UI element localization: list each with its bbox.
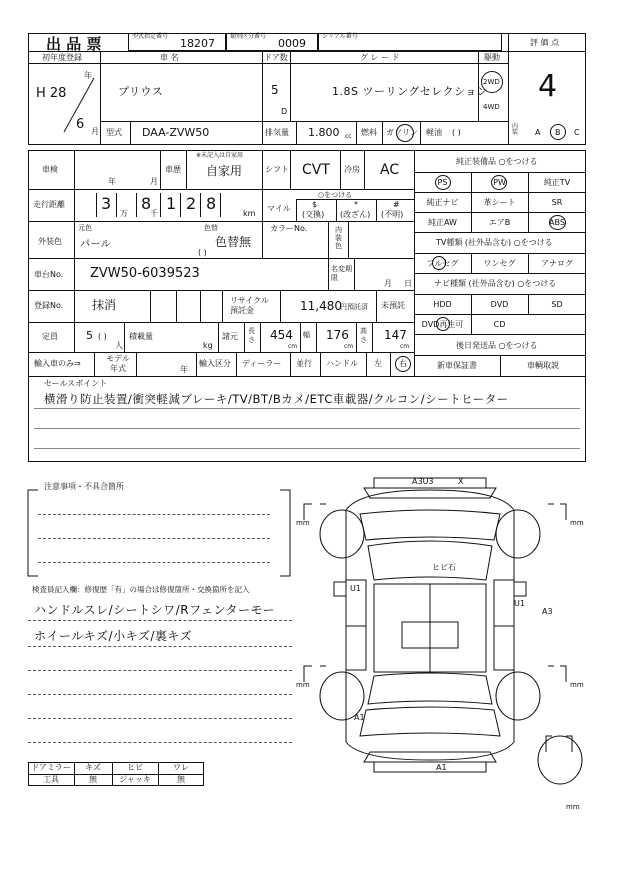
class-no-label: 類別区分番号 [230,33,267,40]
fuel-other: ( ) [452,128,461,137]
length-value: 454 [270,328,293,342]
fuel-gasoline: ガソリン [386,128,418,137]
notes-label: 注意事項・不具合箇所 [44,482,124,491]
class-no: 0009 [278,37,306,50]
vehicle-name: プリウス [118,85,164,98]
reg-label: 登録No. [34,301,64,310]
serial-label: シリアル番号 [322,33,358,40]
later-manual: 車輌取説 [527,361,559,370]
unknown-label: (不明) [381,210,404,219]
inspector-label: 検査員記入欄：修復歴「有」の場合は修復箇所・交換箇所を記入 [32,585,250,594]
car-diagram [290,470,590,810]
navi-cd: CD [493,320,506,329]
unknown-sym: # [393,200,400,209]
first-reg-label: 初年度登録 [42,53,82,62]
equip-ps-circle [435,175,451,190]
grade-label: グ レ ー ド [360,53,400,62]
mark-right-side: A3 [542,607,553,616]
model-no: 18207 [180,37,215,50]
mileage-digit-1: 3 [101,194,112,213]
inspector-line-1: ハンドルスレ/シートシワ/Rフェンターモー [34,603,276,617]
displacement-label: 排気量 [265,128,289,137]
mark-right-front: U1 [514,599,525,608]
capacity-unit: 人 [115,341,123,350]
mark-hint: ○をつける [318,191,353,199]
tire-rr-mm: mm [570,681,584,689]
mark-front-x: X [458,477,464,486]
tools-tool-label: 工具 [43,775,59,784]
navi-sd: SD [551,300,563,309]
tools-h-mirror: ドアミラー [31,763,71,772]
fuel-diesel: 軽油 [426,128,442,137]
drive-label: 駆動 [484,53,500,62]
shift-label: シフト [265,165,289,174]
mileage-sen: 千 [150,209,158,218]
inspection-label: 車検 [42,165,58,174]
equip-pw: PW [493,178,506,187]
page-title: 出 品 票 [46,35,102,53]
mileage-digit-3: 1 [166,194,177,213]
tools-jack-label: ジャッキ [119,775,151,784]
tire-fr-mm: mm [570,519,584,527]
mileage-digit-5: 8 [206,194,217,213]
original-color: パール [80,239,112,250]
tools-jack-value: 無 [177,775,185,784]
rating-label: 評 価 点 [530,38,560,47]
parallel-option: 並行 [296,359,312,368]
modified-sym: * [354,200,358,209]
drive-2wd: 2WD [483,78,500,86]
interior-grade-b: B [555,128,561,137]
interior-grade-b-circle [550,124,566,140]
interior-grade-c: C [574,128,580,137]
sales-point-label: セールスポイント [44,379,108,388]
tv-analog: アナログ [541,259,573,268]
tools-tool-value: 無 [89,775,97,784]
navi-dvd: DVD [490,300,509,309]
mileage-man: 万 [120,209,128,218]
first-reg-month-suffix: 月 [91,127,99,136]
later-warranty: 新車保証書 [437,361,477,370]
dealer-option: ディーラー [242,359,282,368]
history-label: 車歴 [165,165,181,174]
handle-right: 右 [399,359,407,368]
name-change-day: 日 [404,279,412,288]
name-change-label: 名変期限 [331,265,352,282]
dims-label: 諸元 [222,332,238,341]
mileage-km: km [243,209,256,218]
tire-rl-mm: mm [296,681,310,689]
width-unit: cm [344,343,354,350]
tv-fullseg: フルセグ [426,259,459,268]
color-no-label: カラーNo. [270,224,308,233]
doors-label: ドア数 [264,53,288,62]
load-unit: kg [203,341,213,350]
recycle-suffix: 円預託済 [340,303,368,311]
repaint-label: 色替 [204,224,218,232]
interior-label: 内装 [512,123,519,136]
height-value: 147 [384,328,407,342]
cc-label: cc [345,133,352,140]
inspection-year: 年 [108,177,116,186]
mile-label: マイル [267,204,291,213]
mileage-digit-2: 8 [141,194,152,213]
doors-type: D [281,107,288,116]
shift-value: CVT [302,162,330,178]
repaint-bracket: ( ) [198,248,207,257]
fuel-label: 燃料 [361,128,377,137]
handle-label: ハンドル [326,359,358,368]
repaint-value: 色替無 [215,235,252,249]
tools-h-scratch: キズ [85,763,101,772]
equip-airbag: エアB [488,218,511,227]
mark-left-rear: A1 [354,713,365,722]
oem-equipment-label: 純正装備品 ○をつける [456,157,538,166]
color-label: 外装色 [38,237,62,246]
displacement-value: 1.800 [308,126,340,139]
ac-value: AC [380,162,400,178]
equip-oem-tv: 純正TV [543,178,571,187]
chassis-value: ZVW50-6039523 [90,266,200,281]
sales-point-text: 横滑り防止装置/衝突軽減ブレーキ/TV/BT/Bカメ/ETC車載器/クルコン/シートヒーター [44,392,509,406]
name-label: 車 名 [160,53,179,62]
mileage-digit-4: 2 [186,194,197,213]
navi-dvd-play-circle [436,317,450,331]
navi-hdd: HDD [433,300,452,309]
exchange-label: (交換) [302,210,325,219]
tv-type-label: TV種類 (社外品含む) ○をつける [436,238,553,247]
history-value: 自家用 [206,164,243,178]
mark-windshield: ヒビ石 [432,563,456,572]
notes-bracket [24,488,294,580]
recycle-no: 未預託 [381,301,405,310]
modified-label: (改ざん) [340,210,371,219]
tools-h-crack: ヒビ [127,763,143,772]
tv-oneseg: ワンセグ [483,259,516,268]
tire-spare-mm: mm [566,803,580,811]
first-reg-era: H 28 [36,86,67,101]
mileage-label: 走行距離 [33,200,65,209]
grade-value: 1.8S ツーリングセレクション [332,85,489,98]
import-label: 輸入車のみ⇒ [34,359,81,368]
equip-oem-navi: 純正ナビ [426,198,459,207]
height-unit: cm [400,343,410,350]
mark-front-bumper: A3U3 [412,477,434,486]
inspector-line-2: ホイールキズ/小キズ/裏キズ [34,629,193,643]
equip-oem-aw: 純正AW [428,218,457,227]
inspection-month: 月 [150,177,158,186]
handle-right-circle [395,356,411,372]
handle-left: 左 [374,359,382,368]
reg-value: 抹消 [92,298,117,312]
height-label: 高さ [360,327,367,344]
tv-fullseg-circle [432,256,446,270]
model-year-label: モデル年式 [106,354,130,373]
equip-leather: 革シート [483,198,516,207]
equip-abs: ABS [549,218,565,227]
type-code: DAA-ZVW50 [142,126,210,139]
interior-grade-a: A [535,128,541,137]
equip-sr: SR [551,198,563,207]
load-label: 積載量 [129,332,153,341]
equip-ps: PS [437,178,448,187]
import-type-label: 輸入区分 [199,359,231,368]
model-year-unit: 年 [180,365,188,374]
recycle-label: リサイクル預託金 [230,296,269,315]
mark-rear: A1 [436,763,447,772]
rating-value: 4 [538,69,558,104]
exchange-sym: $ [312,200,318,209]
width-label: 幅 [303,331,310,339]
recycle-value: 11,480 [300,299,342,313]
navi-type-label: ナビ種類 (社外品含む) ○をつける [434,279,557,288]
first-reg-year-suffix: 年 [84,71,92,80]
fuel-circle [396,124,414,142]
ac-label: 冷房 [344,165,360,174]
type-label: 型式 [106,128,122,137]
equip-abs-circle [549,215,566,230]
tire-fl-mm: mm [296,519,310,527]
original-color-label: 元色 [78,224,92,232]
length-label: 長さ [248,327,255,344]
length-unit: cm [288,343,298,350]
doors-value: 5 [271,83,279,97]
drive-4wd: 4WD [483,103,500,111]
first-reg-month: 6 [76,117,85,132]
equip-pw-circle [491,175,507,190]
name-change-month: 月 [384,279,392,288]
model-no-label: 型式指定番号 [132,33,169,40]
capacity-value: 5 [86,329,93,342]
chassis-label: 車台No. [34,270,64,279]
interior-color-label: 内装色 [335,226,342,250]
later-shipment-label: 後日発送品 ○をつける [456,341,538,350]
tools-h-break: ワレ [173,763,189,772]
capacity-bracket: ( ) [98,332,107,341]
history-note: ※未記入は自家用 [196,152,244,159]
capacity-label: 定員 [42,332,58,341]
mark-left-front: U1 [350,584,361,593]
navi-dvd-play: DVD再生可 [421,320,464,329]
width-value: 176 [326,328,349,342]
